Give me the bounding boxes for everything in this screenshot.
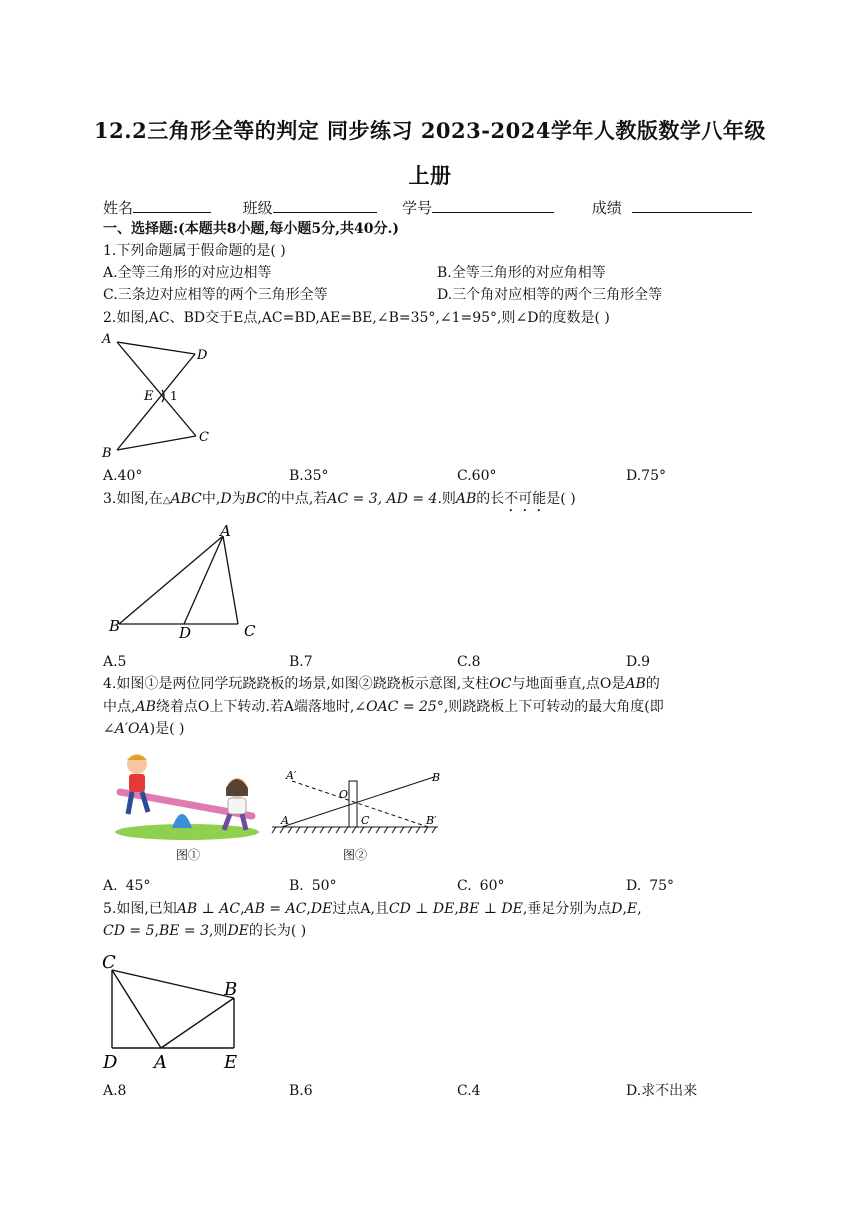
plank-a-prime-b-prime bbox=[292, 781, 428, 827]
label-point-b: B bbox=[224, 979, 238, 1000]
girl-hair bbox=[226, 779, 248, 796]
figure-1-caption: 图① bbox=[176, 848, 201, 862]
worksheet-title: 12.2三角形全等的判定 同步练习 2023-2024学年人教版数学八年级 bbox=[94, 118, 766, 143]
question-5-option-c[interactable]: C.4 bbox=[457, 1083, 481, 1099]
question-4-stem-line-3: ∠A′OA)是( ) bbox=[103, 721, 185, 737]
class-label: 班级 bbox=[242, 199, 273, 217]
segment-ac bbox=[223, 536, 238, 624]
label-point-e: E bbox=[144, 389, 154, 404]
seesaw-diagram bbox=[268, 765, 448, 835]
question-3-option-d[interactable]: D.9 bbox=[626, 654, 651, 670]
score-blank[interactable] bbox=[632, 197, 752, 213]
question-1-option-b[interactable]: B.全等三角形的对应角相等 bbox=[437, 265, 606, 281]
label-point-c: C bbox=[244, 622, 256, 640]
section-heading: 一、选择题:(本题共8小题,每小题5分,共40分.) bbox=[103, 221, 400, 237]
seesaw-pivot bbox=[172, 814, 192, 828]
segment-ad bbox=[184, 536, 223, 624]
question-1-stem: 1.下列命题属于假命题的是( ) bbox=[103, 243, 286, 259]
question-4-option-d[interactable]: D. 75° bbox=[626, 878, 675, 894]
label-point-a: A bbox=[220, 522, 231, 540]
id-label: 学号 bbox=[402, 199, 433, 217]
segment-cb bbox=[112, 970, 234, 998]
label-o: O bbox=[339, 788, 349, 801]
question-3-option-c[interactable]: C.8 bbox=[457, 654, 481, 670]
question-4-stem-line-2: 中点,AB绕着点O上下转动.若A端落地时,∠OAC = 25°,则跷跷板上下可转动的最大角度(即 bbox=[103, 699, 664, 715]
student-info-row bbox=[103, 197, 752, 218]
question-2-option-a[interactable]: A.40° bbox=[103, 468, 143, 484]
question-4-option-a[interactable]: A. 45° bbox=[103, 878, 151, 894]
label-point-e: E bbox=[224, 1052, 238, 1073]
question-5-figure bbox=[100, 950, 250, 1075]
label-b-prime: B′ bbox=[426, 814, 437, 827]
label-point-d: D bbox=[103, 1052, 118, 1073]
class-blank[interactable] bbox=[273, 197, 377, 213]
question-4-option-b[interactable]: B. 50° bbox=[289, 878, 337, 894]
label-c: C bbox=[361, 814, 370, 827]
question-1-option-c[interactable]: C.三条边对应相等的两个三角形全等 bbox=[103, 287, 328, 303]
label-b: B bbox=[432, 771, 441, 784]
question-2-option-b[interactable]: B.35° bbox=[289, 468, 329, 484]
label-point-c: C bbox=[102, 952, 116, 973]
segment-ca bbox=[112, 970, 161, 1048]
segment-ad bbox=[117, 342, 195, 354]
label-point-d: D bbox=[197, 348, 208, 363]
score-label: 成绩 bbox=[591, 199, 622, 217]
name-label: 姓名 bbox=[103, 199, 134, 217]
girl-shirt bbox=[228, 798, 246, 814]
segment-bc bbox=[117, 436, 196, 450]
question-2-option-d[interactable]: D.75° bbox=[626, 468, 666, 484]
question-5-option-d[interactable]: D.求不出来 bbox=[626, 1083, 698, 1099]
boy-hair bbox=[127, 755, 147, 760]
label-point-b: B bbox=[109, 617, 121, 635]
segment-ab bbox=[161, 998, 234, 1048]
id-blank[interactable] bbox=[432, 197, 554, 213]
plank-ab bbox=[282, 777, 434, 827]
label-point-a: A bbox=[102, 332, 112, 347]
question-3-option-b[interactable]: B.7 bbox=[289, 654, 313, 670]
seesaw-scene-illustration bbox=[112, 752, 262, 842]
question-4-option-c[interactable]: C. 60° bbox=[457, 878, 505, 894]
question-2-stem: 2.如图,AC、BD交于E点,AC=BD,AE=BE,∠B=35°,∠1=95°,则∠D的度数是( ) bbox=[103, 310, 610, 326]
question-3-stem: 3.如图,在△ABC中,D为BC的中点,若AC = 3, AD = 4.则AB的长不可能是( ) bbox=[103, 491, 576, 507]
question-2-option-c[interactable]: C.60° bbox=[457, 468, 497, 484]
ground-hatching bbox=[272, 827, 436, 833]
boy-shirt bbox=[129, 774, 145, 792]
segment-db bbox=[117, 354, 195, 450]
question-5-stem-line-2: CD = 5,BE = 3,则DE的长为( ) bbox=[103, 923, 307, 939]
question-5-option-b[interactable]: B.6 bbox=[289, 1083, 313, 1099]
label-point-b: B bbox=[102, 446, 112, 461]
worksheet-title-continued: 上册 bbox=[408, 163, 452, 188]
emphasis-not-possible: 不可能 bbox=[504, 491, 547, 507]
segment-ab bbox=[119, 536, 223, 624]
question-2-figure bbox=[100, 330, 230, 460]
figure-2-caption: 图② bbox=[343, 848, 368, 862]
label-a-prime: A′ bbox=[286, 769, 297, 782]
question-3-figure bbox=[105, 522, 265, 642]
question-4-stem-line-1: 4.如图①是两位同学玩跷跷板的场景,如图②跷跷板示意图,支柱OC与地面垂直,点O是AB的 bbox=[103, 676, 660, 692]
question-1-option-d[interactable]: D.三个角对应相等的两个三角形全等 bbox=[437, 287, 663, 303]
name-blank[interactable] bbox=[133, 197, 211, 213]
question-1-option-a[interactable]: A.全等三角形的对应边相等 bbox=[103, 265, 272, 281]
label-point-c: C bbox=[199, 430, 209, 445]
segment-ac bbox=[117, 342, 196, 436]
question-3-option-a[interactable]: A.5 bbox=[103, 654, 127, 670]
label-angle-1: 1 bbox=[170, 389, 178, 403]
question-5-option-a[interactable]: A.8 bbox=[103, 1083, 127, 1099]
question-5-stem-line-1: 5.如图,已知AB ⊥ AC,AB = AC,DE过点A,且CD ⊥ DE,BE ⊥ DE,垂足分别为点D,E, bbox=[103, 901, 642, 917]
label-a: A bbox=[281, 814, 289, 827]
label-point-d: D bbox=[179, 624, 192, 642]
label-point-a: A bbox=[154, 1052, 167, 1073]
